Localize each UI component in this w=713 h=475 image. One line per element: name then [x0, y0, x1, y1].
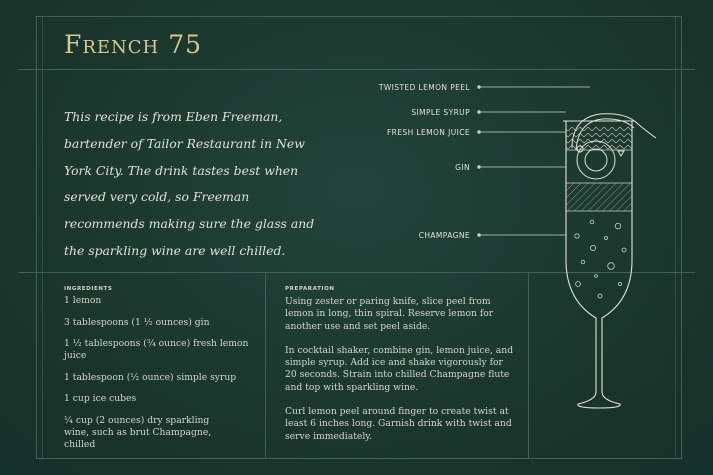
callout-fresh-lemon-juice: FRESH LEMON JUICE: [386, 128, 470, 137]
bubble: [575, 234, 579, 238]
page-title: French 75: [64, 30, 203, 59]
bubble: [618, 282, 621, 285]
preparation-step: Curl lemon peel around finger to create twist at least 6 inches long. Garnish drink with twist and serve immediately.: [285, 406, 512, 442]
ingredient-item: 1 lemon: [64, 295, 102, 306]
ingredient-item: 1 ½ tablespoons (¾ ounce) fresh lemon juice: [64, 338, 249, 361]
ingredient-item: ¼ cup (2 ounces) dry sparkling wine, such as brut Champagne, chilled: [64, 414, 212, 450]
bubble: [615, 223, 621, 229]
intro-text: This recipe is from Eben Freeman, bartender of Tailor Restaurant in New York City. The drink tastes best when served very cold, so Freeman recommends making sure the glass and the sparkling wine are well chilled.: [64, 109, 315, 258]
bubble: [590, 220, 594, 224]
bubble: [598, 294, 602, 298]
callout-gin: GIN: [455, 163, 470, 172]
bubble: [576, 282, 581, 287]
callout-simple-syrup: SIMPLE SYRUP: [411, 108, 470, 117]
ingredient-item: 1 cup ice cubes: [64, 393, 137, 404]
bubble: [622, 248, 626, 252]
bubble: [595, 275, 598, 278]
ingredients-heading: INGREDIENTS: [64, 286, 113, 292]
preparation-heading: PREPARATION: [285, 286, 335, 292]
callout-twisted-lemon-peel: TWISTED LEMON PEEL: [378, 83, 470, 92]
ingredient-item: 3 tablespoons (1 ½ ounces) gin: [64, 316, 210, 328]
ingredient-item: 1 tablespoon (½ ounce) simple syrup: [64, 371, 237, 383]
ice-shard-icon: [618, 151, 624, 156]
bubble: [590, 245, 595, 250]
preparation-step: In cocktail shaker, combine gin, lemon juice, and simple syrup. Add ice and shake vigorously for 20 seconds. Strain into chilled Champagne flute and top with sparkling wine.: [285, 344, 514, 393]
preparation-step: Using zester or paring knife, slice peel from lemon in long, thin spiral. Reserve lemon for another use and set peel aside.: [285, 296, 494, 332]
flute-outline: [566, 121, 632, 408]
bubble: [605, 237, 608, 240]
gin-layer: [566, 183, 632, 211]
bubble: [581, 260, 585, 264]
callout-champagne: CHAMPAGNE: [418, 231, 470, 240]
bubble: [608, 263, 615, 270]
lemon-slice-inner-icon: [585, 149, 607, 171]
